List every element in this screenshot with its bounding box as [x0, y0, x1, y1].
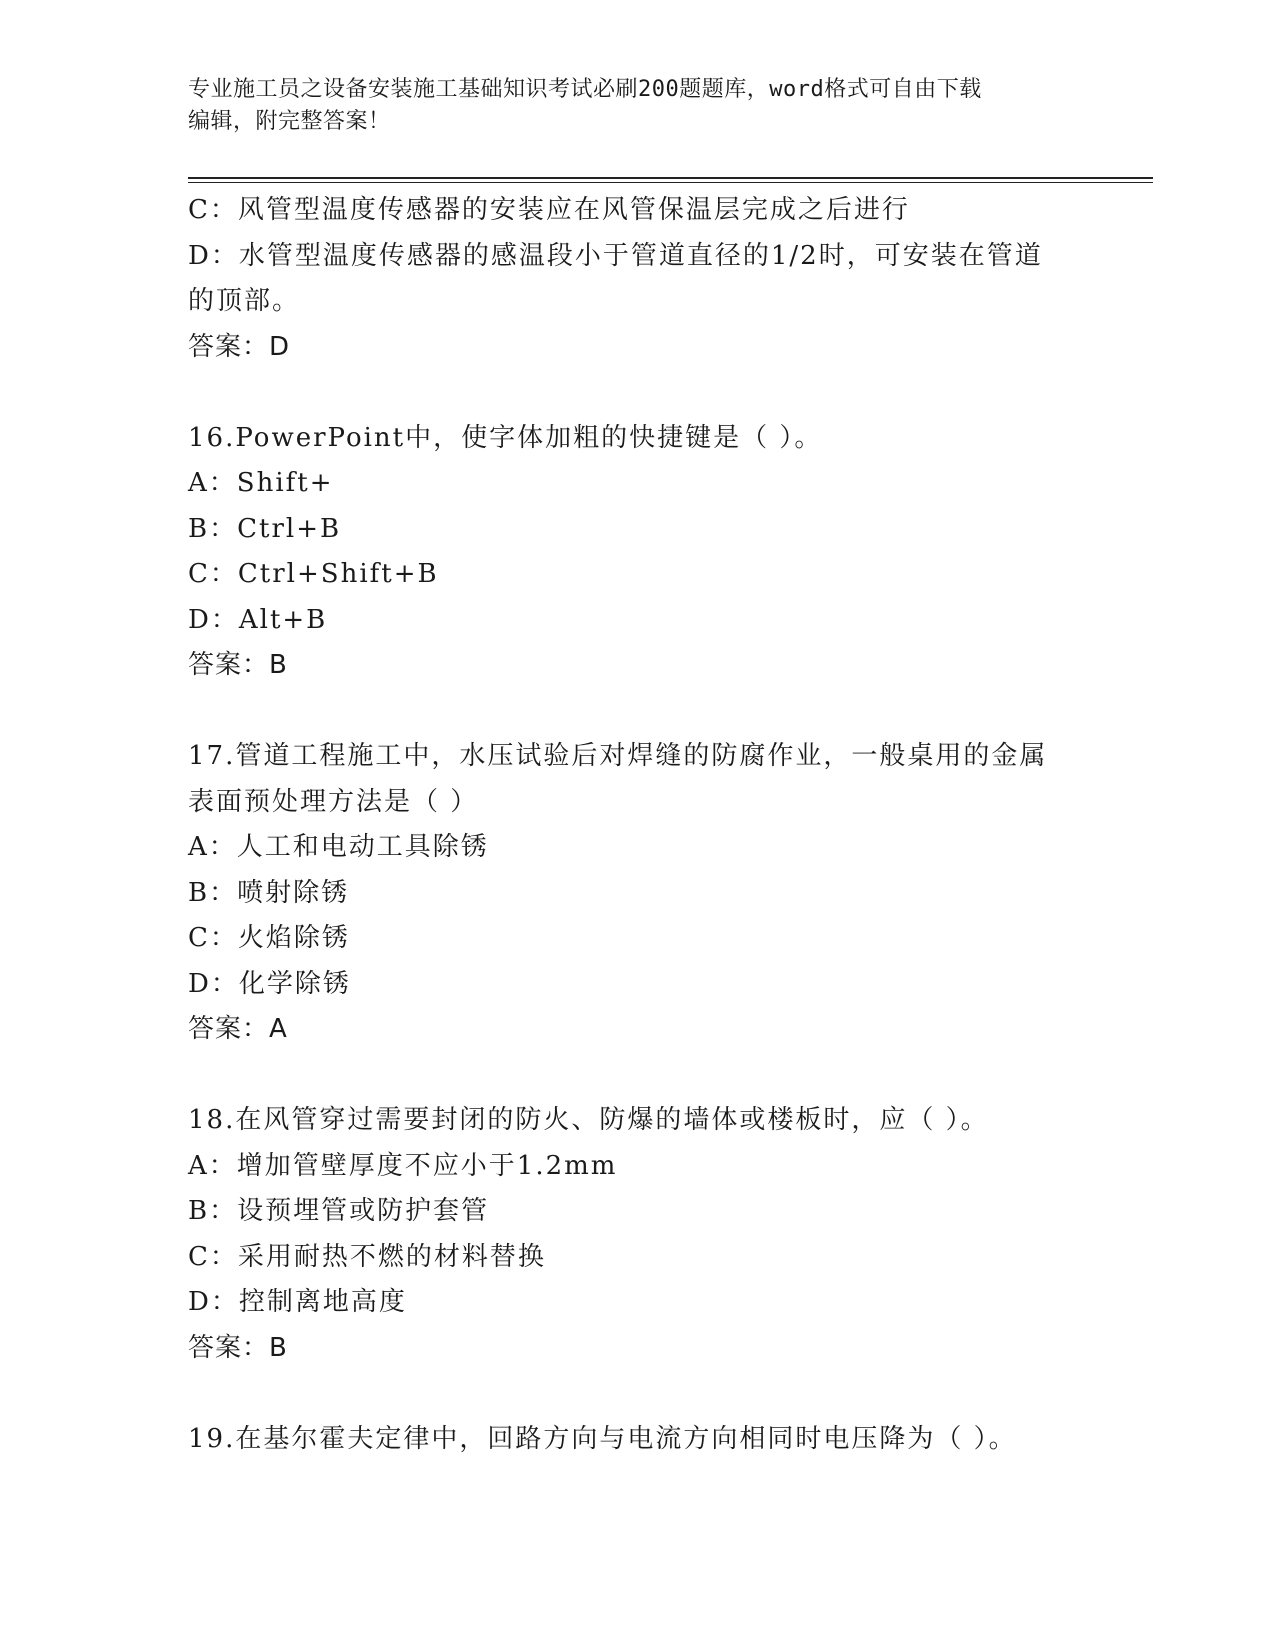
question-16-stem: 16.PowerPoint中，使字体加粗的快捷键是（ ）。 [188, 422, 823, 453]
header-divider-thin [188, 182, 1153, 183]
question-16 [188, 416, 1088, 689]
question-17-option-c: C：火焰除锈 [188, 923, 350, 953]
question-17-stem-line-2: 表面预处理方法是（ ） [188, 786, 479, 817]
question-15-continued [188, 188, 1088, 370]
question-18-option-a: A：增加管壁厚度不应小于1.2mm [188, 1150, 618, 1181]
question-16-answer: 答案：B [188, 650, 288, 680]
question-16-option-c: C：Ctrl+Shift+B [188, 559, 439, 589]
question-17-option-b: B：喷射除锈 [188, 877, 350, 908]
question-18-stem: 18.在风管穿过需要封闭的防火、防爆的墙体或楼板时，应（ ）。 [188, 1105, 989, 1135]
question-15-option-d-line-1: D：水管型温度传感器的感温段小于管道直径的1/2时，可安装在管道 [188, 240, 1043, 271]
question-15-option-c: C：风管型温度传感器的安装应在风管保温层完成之后进行 [188, 195, 910, 225]
question-16-option-d: D：Alt+B [188, 604, 328, 635]
question-17-option-a: A：人工和电动工具除锈 [188, 832, 489, 862]
header-title-line-1: 专业施工员之设备安装施工基础知识考试必刷200题题库，word格式可自由下载 [188, 77, 982, 102]
question-17-option-d: D：化学除锈 [188, 968, 351, 999]
question-16-option-b: B：Ctrl+B [188, 513, 342, 544]
question-19-stem: 19.在基尔霍夫定律中，回路方向与电流方向相同时电压降为（ ）。 [188, 1423, 1017, 1454]
question-18-option-d: D：控制离地高度 [188, 1287, 407, 1317]
question-18 [188, 1098, 1088, 1371]
question-17-answer: 答案：A [188, 1014, 288, 1044]
question-18-option-b: B：设预埋管或防护套管 [188, 1196, 490, 1226]
question-15-answer: 答案：D [188, 331, 291, 362]
question-list [188, 188, 1088, 1462]
question-19 [188, 1417, 1088, 1463]
question-17 [188, 734, 1088, 1053]
question-15-option-d-line-2: 的顶部。 [188, 286, 301, 316]
question-16-option-a: A：Shift+ [188, 468, 334, 498]
header-title-line-2: 编辑，附完整答案！ [188, 109, 391, 134]
question-17-stem-line-1: 17.管道工程施工中，水压试验后对焊缝的防腐作业，一般桌用的金属 [188, 741, 1048, 771]
document-header [188, 74, 1068, 138]
question-18-answer: 答案：B [188, 1332, 288, 1363]
header-divider-thick [188, 177, 1153, 179]
question-18-option-c: C：采用耐热不燃的材料替换 [188, 1241, 546, 1272]
